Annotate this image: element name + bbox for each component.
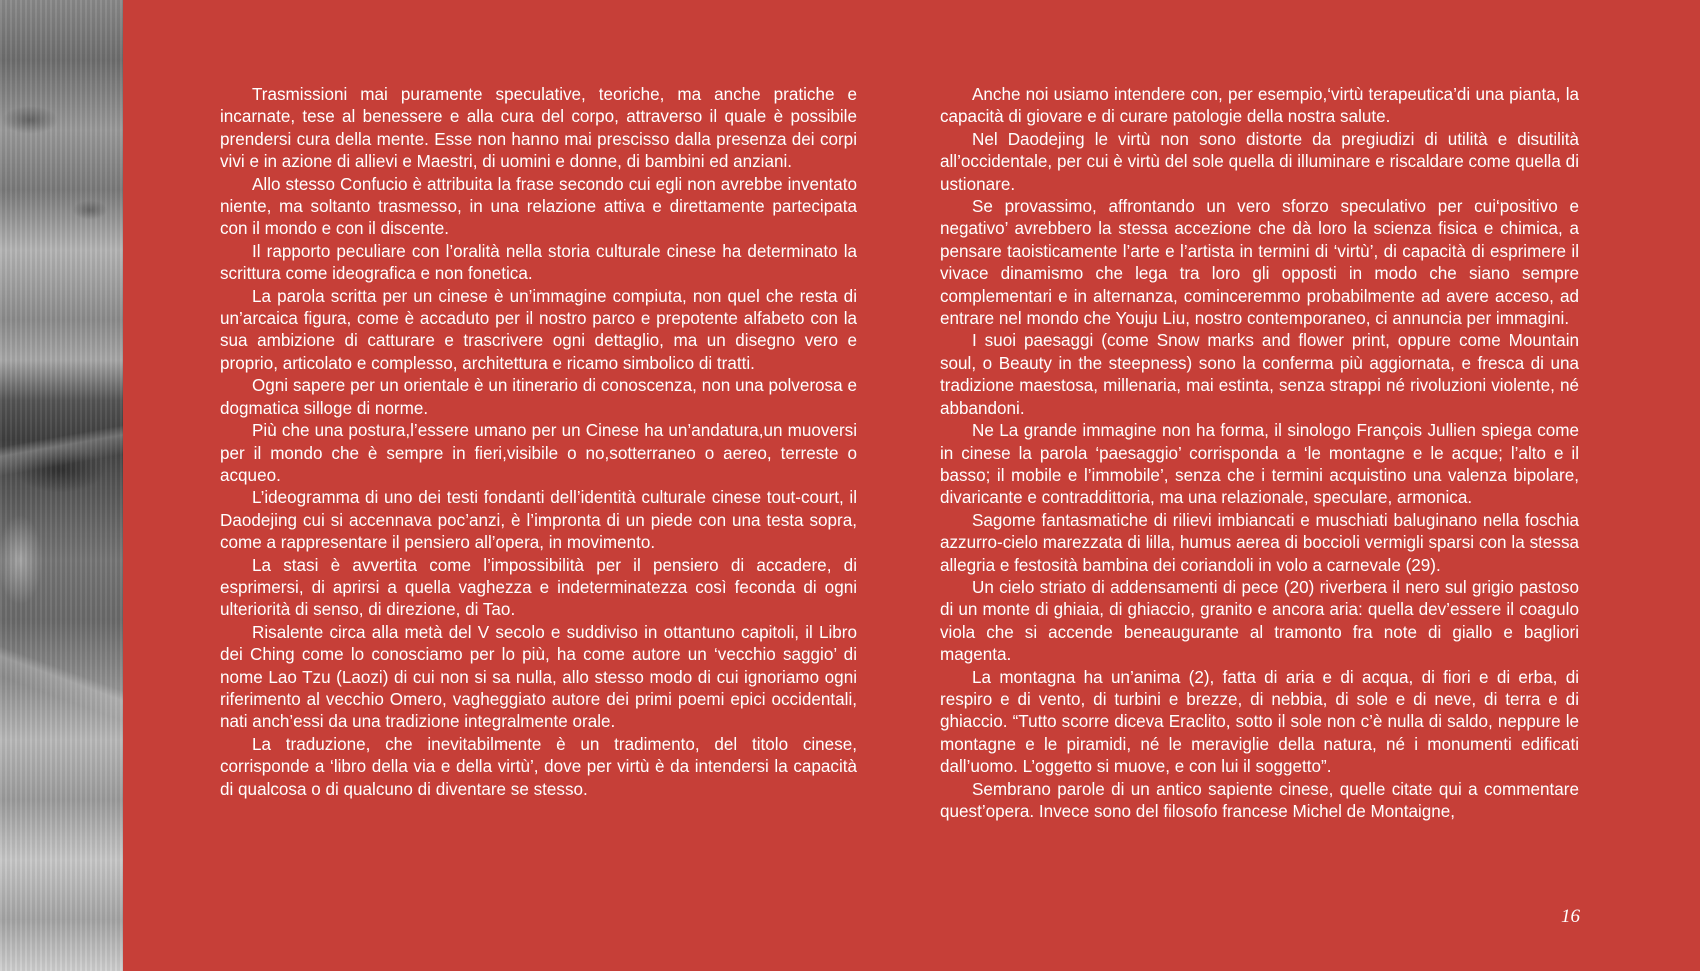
paragraph: Sagome fantasmatiche di rilievi imbiancati e muschiati baluginano nella foschia azzurro-cielo marezzata di lilla, humus aerea di boccioli vermigli sparsi con la stessa allegria e festosità bambina dei coriandoli in volo a carnevale (29).: [940, 510, 1579, 575]
paragraph: Un cielo striato di addensamenti di pece (20) riverbera il nero sul grigio pastoso di un monte di ghiaia, di ghiaccio, granito e ancora aria: quella dev’essere il coagulo viola che si accende beneaugurante al tramonto fra note di giallo e bagliori magenta.: [940, 577, 1579, 665]
painting-strip: [0, 0, 123, 971]
paragraph: Ne La grande immagine non ha forma, il sinologo François Jullien spiega come in cinese la parola ‘paesaggio’ corrisponda a ‘le montagne e le acque; l’alto e il basso; il mobile e l’immobile’, senza che i termini acquistino una valenza bipolare, divaricante e contraddittoria, ma una relazionale, speculare, armonica.: [940, 421, 1579, 508]
paragraph: Se provassimo, affrontando un vero sforzo speculativo per cui‘positivo e negativo’ avrebbero la stessa accezione che dà loro la scienza fisica e chimica, a pensare taoisticamente l’arte e l’artista in termini di ‘virtù’, di capacità di esprimere il vivace dinamismo che lega tra loro gli opposti in modo che siano sempre complementari e in alternanza, cominceremmo probabilmente ad avere acceso, ad entrare nel mondo che Youju Liu, nostro contemporaneo, ci annuncia per immagini.: [940, 197, 1579, 329]
right-text-column: [940, 84, 1579, 823]
paragraph: Sembrano parole di un antico sapiente cinese, quelle citate qui a commentare quest’opera. Invece sono del filosofo francese Michel de Montaigne,: [940, 779, 1579, 821]
paragraph: Ogni sapere per un orientale è un itinerario di conoscenza, non una polverosa e dogmatica silloge di norme.: [220, 376, 857, 418]
paragraph: La stasi è avvertita come l’impossibilità per il pensiero di accadere, di esprimersi, di aprirsi a quella vaghezza e indeterminatezza così feconda di ogni ulteriorità di senso, di direzione, di Tao.: [220, 555, 857, 620]
paragraph: La traduzione, che inevitabilmente è un tradimento, del titolo cinese, corrisponde a ‘libro della via e della virtù’, dove per virtù è da intendersi la capacità di qualcosa o di qualcuno di diventare se stesso.: [220, 734, 857, 799]
paragraph: I suoi paesaggi (come Snow marks and flower print, oppure come Mountain soul, o Beauty in the steepness) sono la conferma più aggiornata, e fresca di una tradizione maestosa, millenaria, mai estinta, senza strappi né rivoluzioni violente, né abbandoni.: [940, 331, 1579, 418]
paragraph: Il rapporto peculiare con l’oralità nella storia culturale cinese ha determinato la scrittura come ideografica e non fonetica.: [220, 241, 857, 284]
paragraph: Nel Daodejing le virtù non sono distorte da pregiudizi di utilità e disutilità all’occidentale, per cui è virtù del sole quella di illuminare e riscaldare come quella di ustionare.: [940, 129, 1579, 194]
paragraph: La parola scritta per un cinese è un’immagine compiuta, non quel che resta di un’arcaica figura, come è accaduto per il nostro parco e prepotente alfabeto con la sua ambizione di catturare e trascrivere ogni dettaglio, ma un disegno vero e proprio, articolato e complesso, architettura e ricamo simbolico di tratti.: [220, 286, 857, 373]
paragraph: Risalente circa alla metà del V secolo e suddiviso in ottantuno capitoli, il Libro dei Ching come lo conosciamo per lo più, ha come autore un ‘vecchio saggio’ di nome Lao Tzu (Laozi) di cui non si sa nulla, allo stesso modo di cui ignoriamo ogni riferimento al vecchio Omero, vagheggiato autore dei primi poemi epici occidentali, nati anch’essi da una tradizione integralmente orale.: [220, 622, 857, 732]
paragraph: Più che una postura,l’essere umano per un Cinese ha un’andatura,un muoversi per il mondo che è sempre in fieri,visibile o no,sotterraneo o aereo, terreste o acqueo.: [220, 421, 857, 485]
paragraph: La montagna ha un’anima (2), fatta di aria e di acqua, di fiori e di erba, di respiro e di vento, di turbini e brezze, di nebbia, di sole e di neve, di terra e di ghiaccio. “Tutto scorre diceva Eraclito, sotto il sole non c’è nulla di saldo, neppure le montagne e le piramidi, né le meraviglie della natura, né i monumenti edificati dall’uomo. L’oggetto si muove, e con lui il soggetto”.: [940, 667, 1579, 777]
page-number: 16: [1561, 906, 1580, 927]
paragraph: Trasmissioni mai puramente speculative, teoriche, ma anche pratiche e incarnate, tese al benessere e alla cura del corpo, attraverso il quale è possibile prendersi cura della mente. Esse non hanno mai prescisso dalla presenza dei corpi vivi e in azione di allievi e Maestri, di uomini e donne, di bambini ed anziani.: [220, 85, 857, 172]
paragraph: L’ideogramma di uno dei testi fondanti dell’identità culturale cinese tout-court, il Daodejing cui si accennava poc’anzi, è l’impronta di un piede con una testa sopra, come a rappresentare il pensiero all’opera, in movimento.: [220, 488, 857, 553]
paragraph: Allo stesso Confucio è attribuita la frase secondo cui egli non avrebbe inventato niente, ma soltanto trasmesso, in una relazione attiva e direttamente partecipata con il mondo e con il discente.: [220, 174, 857, 239]
paragraph: Anche noi usiamo intendere con, per esempio,‘virtù terapeutica’di una pianta, la capacità di giovare e di curare patologie della nostra salute.: [940, 85, 1579, 127]
left-text-column: [220, 84, 857, 801]
